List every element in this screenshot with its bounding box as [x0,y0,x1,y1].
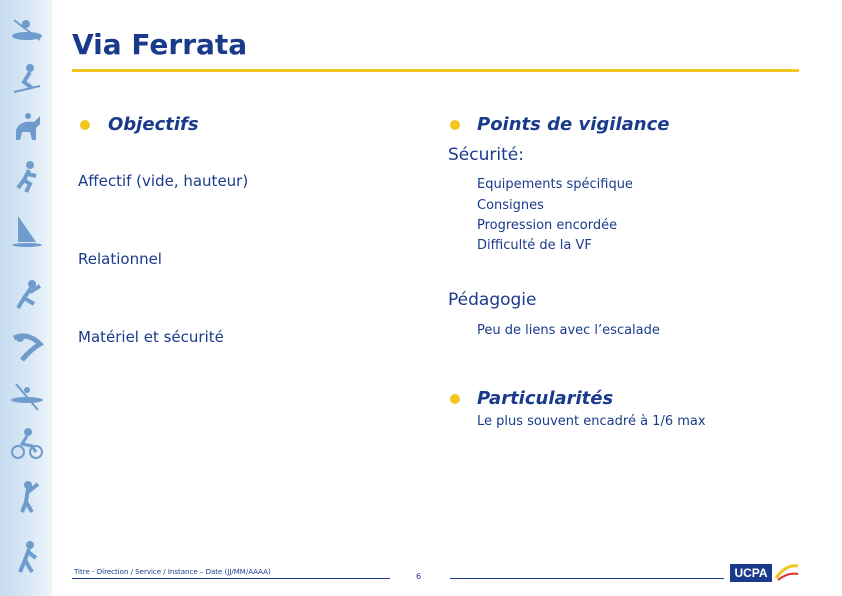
objectif-item-relationnel: Relationnel [78,250,162,268]
objectif-item-affectif: Affectif (vide, hauteur) [78,172,249,190]
footer-text: Titre - Direction / Service / Instance – Date (JJ/MM/AAAA) [74,568,271,576]
vigilance-bullet [450,120,460,130]
page-number: 6 [416,572,422,581]
ski-icon [10,62,44,96]
title-rule [72,69,799,72]
cyclist-icon [10,426,44,460]
ucpa-logo-text: UCPA [730,564,772,582]
diver-icon [10,330,44,364]
objectifs-heading: Objectifs [108,114,199,135]
footer-rule-right [450,578,724,579]
runner-icon [10,160,44,194]
ucpa-logo [730,562,800,582]
securite-item-difficulte: Difficulté de la VF [477,238,592,253]
horse-icon [10,110,44,144]
climber-icon [10,278,44,312]
vigilance-heading: Points de vigilance [477,114,670,135]
particularites-heading: Particularités [477,388,614,409]
particularites-bullet [450,394,460,404]
ucpa-swoosh-icon [774,562,800,582]
pedagogie-item-liens: Peu de liens avec l’escalade [477,323,660,338]
pedagogie-label: Pédagogie [448,290,537,310]
sports-sidebar [0,0,52,596]
securite-item-progression: Progression encordée [477,218,618,233]
canoe-icon [10,380,44,414]
footer-rule-left [72,578,390,579]
objectif-item-materiel: Matériel et sécurité [78,328,224,346]
windsurf-icon [10,214,44,248]
particularites-item-encadrement: Le plus souvent encadré à 1/6 max [477,414,706,429]
page-title: Via Ferrata [72,28,248,61]
objectifs-bullet [80,120,90,130]
kayak-icon [10,14,44,48]
golfer-icon [10,480,44,514]
securite-label: Sécurité: [448,145,524,165]
securite-item-consignes: Consignes [477,198,544,213]
securite-item-equipements: Equipements spécifique [477,177,633,192]
hiker-icon [10,540,44,574]
